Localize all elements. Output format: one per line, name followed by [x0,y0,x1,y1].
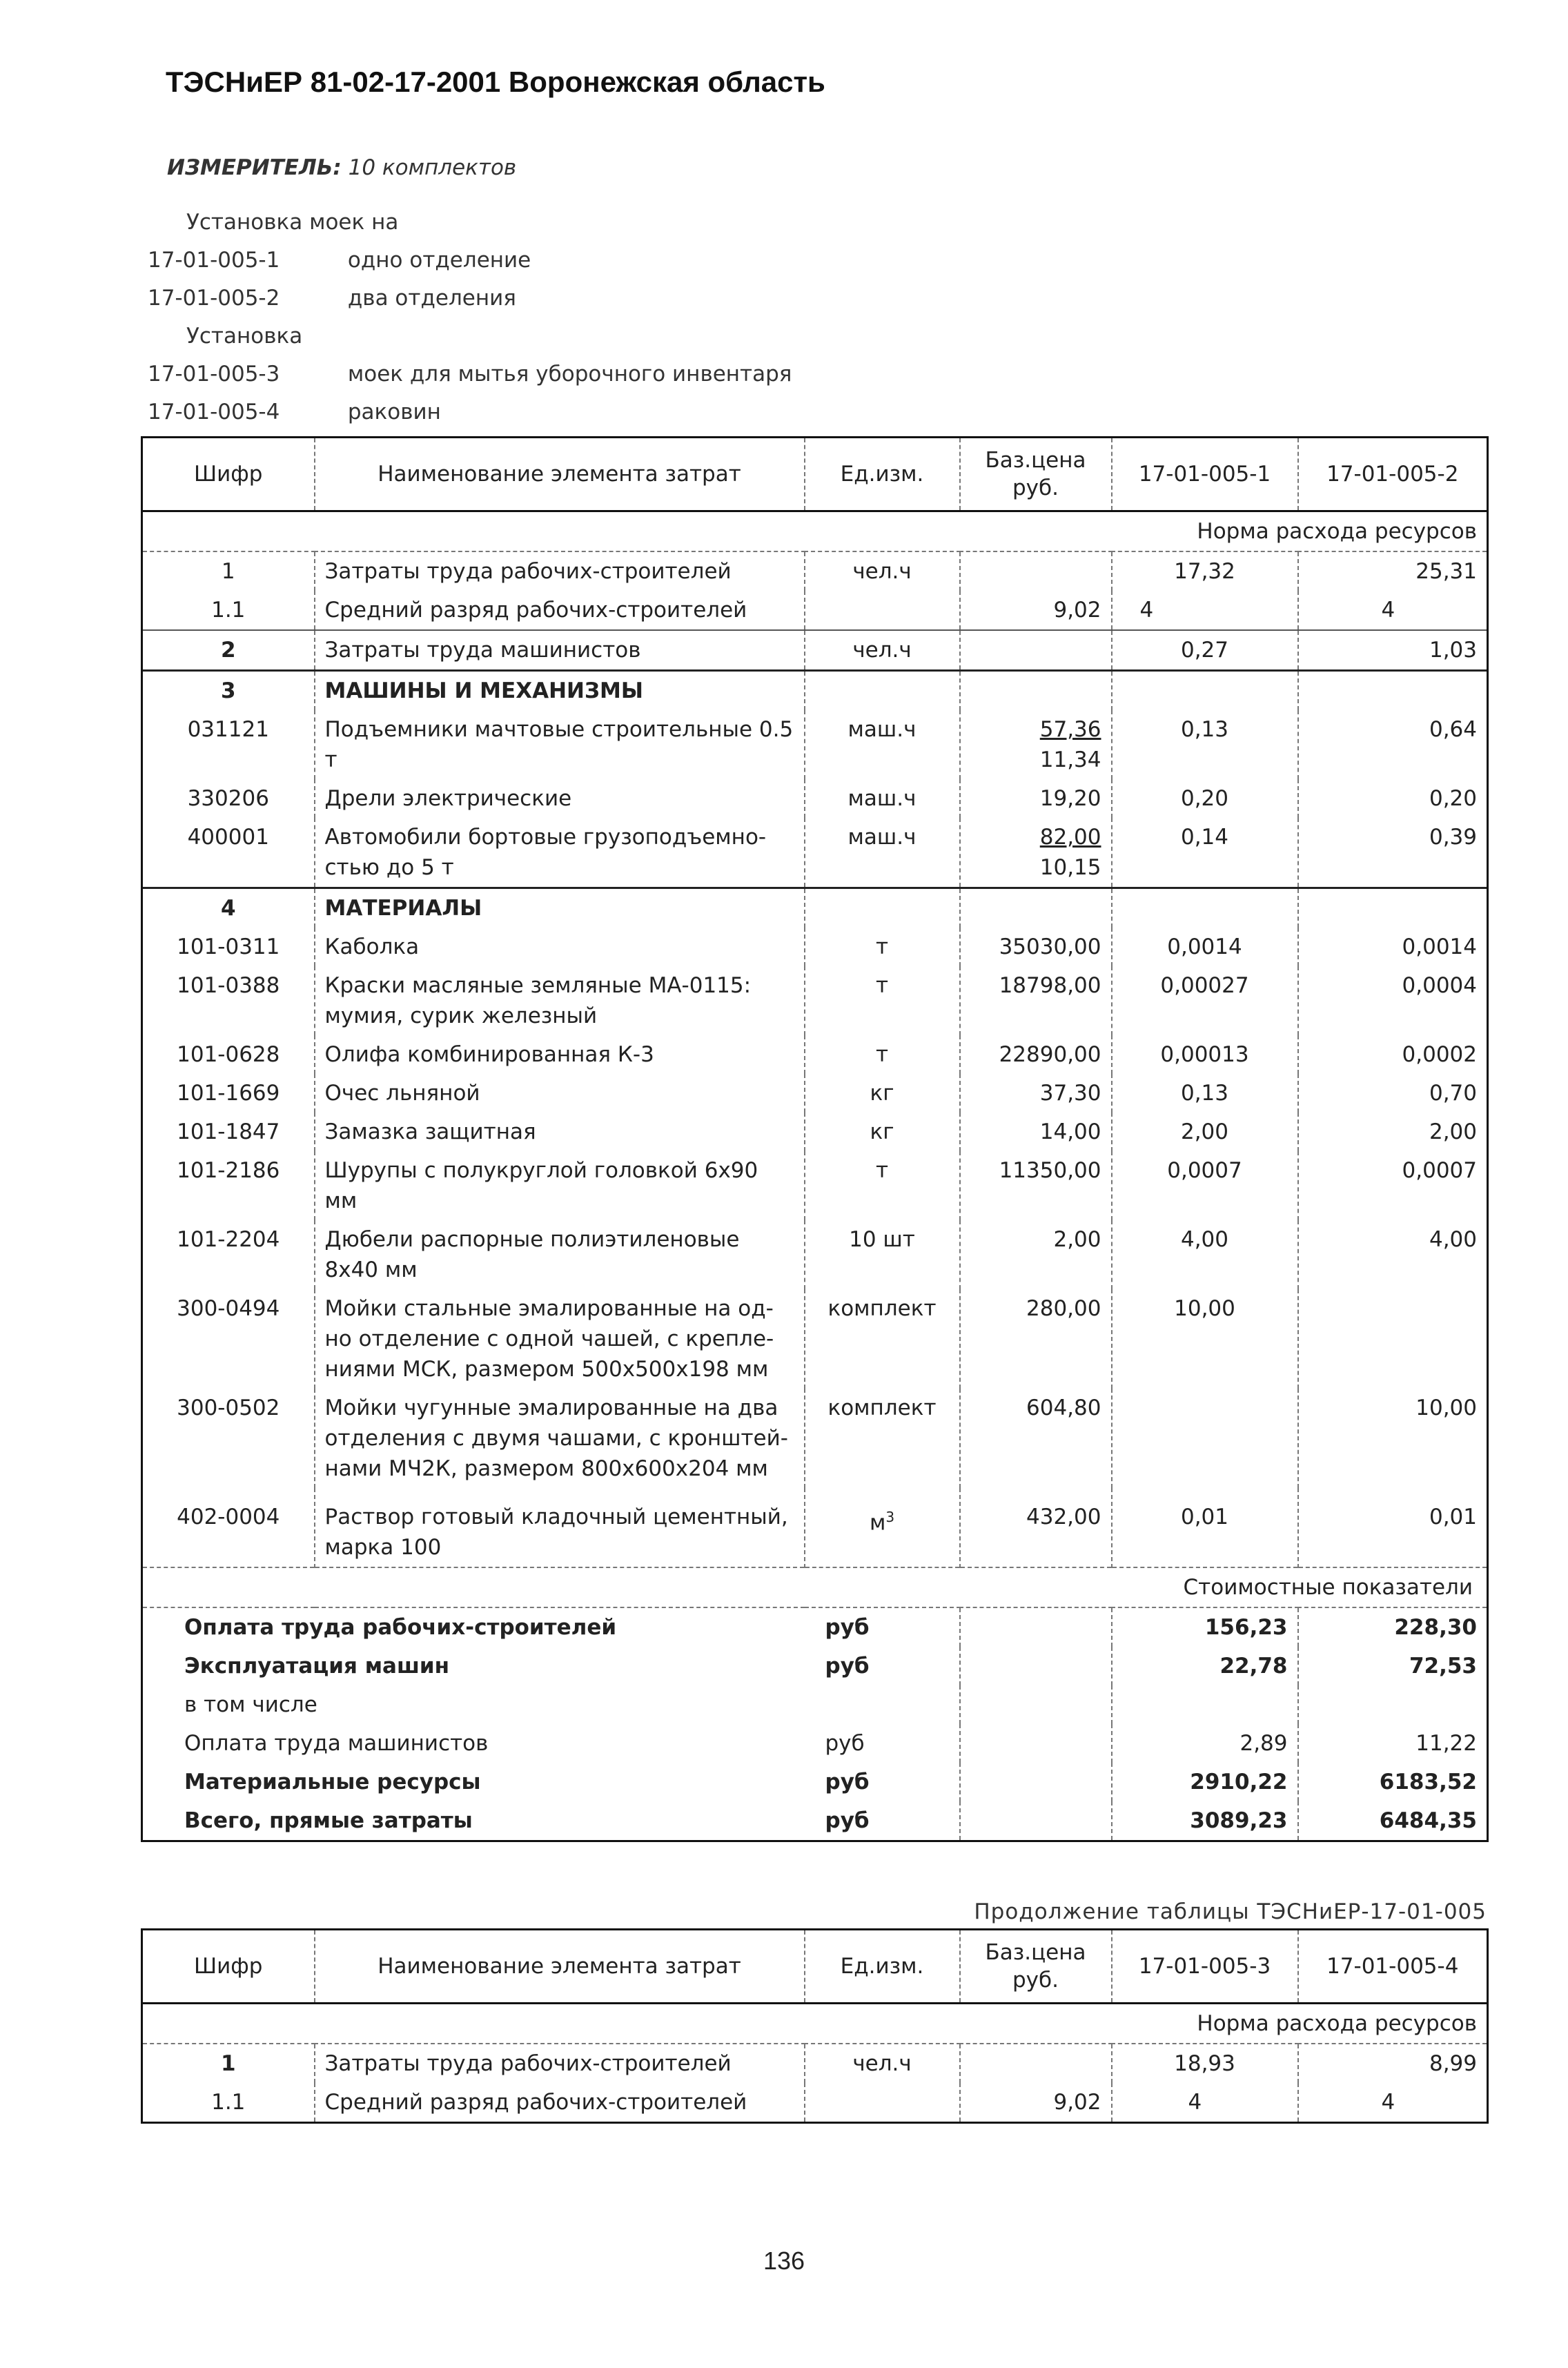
row-code: 300-0502 [142,1389,315,1488]
section-title: МАТЕРИАЛЫ [315,888,805,928]
row-price [960,2044,1112,2083]
table-row [142,1035,1488,1074]
row-value-1: 4 [1112,591,1298,630]
cost-unit: руб [825,1615,870,1640]
row-name: Раствор готовый кладочный цементный, марка 100 [315,1488,805,1567]
cost-row-machines [142,1647,1488,1685]
cost-label: Эксплуатация машин [142,1647,805,1685]
row-value-2: 2,00 [1298,1113,1488,1151]
row-price: 280,00 [960,1289,1112,1389]
table-row [142,1113,1488,1151]
cost-value-1: 22,78 [1112,1647,1298,1685]
intro-item-code: 17-01-005-2 [148,286,280,311]
header-price [960,1930,1112,2004]
table-row [142,1151,1488,1220]
row-value-2: 0,01 [1298,1488,1488,1567]
row-name: Мойки чугунные эмалированные на два отделения с двумя чашами, с кронштей-нами МЧ2К, размером 800x600x204 мм [315,1389,805,1488]
page-number: 136 [763,2247,805,2275]
row-code: 101-1847 [142,1113,315,1151]
row-unit [805,2083,960,2123]
cost-value-1: 2,89 [1112,1724,1298,1763]
table-row [142,1488,1488,1567]
row-value-1: 18,93 [1112,2044,1298,2083]
cost-row-materials [142,1763,1488,1801]
table-row [142,710,1488,779]
row-name: Затраты труда рабочих-строителей [315,551,805,591]
cost-value-2: 228,30 [1298,1607,1488,1647]
intro-item-code: 17-01-005-1 [148,248,280,273]
cost-value-1: 3089,23 [1112,1801,1298,1841]
header-price-line1: Баз.цена [985,1940,1086,1965]
row-value-1: 4 [1112,2083,1298,2123]
intro-line: Установка моек на [186,210,399,235]
cost-value-2: 6484,35 [1298,1801,1488,1841]
cost-label: Материальные ресурсы [142,1763,805,1801]
cost-heading: Стоимостные показатели [142,1567,1488,1607]
row-value-2: 0,64 [1298,710,1488,779]
row-code: 101-0628 [142,1035,315,1074]
cost-value-1: 156,23 [1112,1607,1298,1647]
header-unit: Ед.изм. [805,438,960,511]
row-value-1: 0,13 [1112,710,1298,779]
row-unit: т [805,928,960,966]
row-value-1: 0,14 [1112,818,1298,888]
table-row [142,551,1488,591]
row-price-top: 57,36 [1039,717,1101,742]
intro-item-text: моек для мытья уборочного инвентаря [347,362,792,386]
row-value-1: 0,00013 [1112,1035,1298,1074]
row-name: Затраты труда машинистов [315,630,805,671]
unit-superscript: 3 [885,1509,895,1525]
row-unit: кг [805,1113,960,1151]
row-code: 101-2204 [142,1220,315,1289]
section-title: МАШИНЫ И МЕХАНИЗМЫ [315,671,805,711]
row-code: 1.1 [142,591,315,630]
row-name: Шурупы с полукруглой головкой 6x90 мм [315,1151,805,1220]
header-price [960,438,1112,511]
intro-item-text: два отделения [347,286,516,311]
table-row [142,591,1488,630]
row-unit: комплект [805,1289,960,1389]
section-row-materials [142,888,1488,928]
header-name: Наименование элемента затрат [315,438,805,511]
row-value-1: 0,27 [1112,630,1298,671]
row-value-1: 0,00027 [1112,966,1298,1035]
row-unit: маш.ч [805,710,960,779]
row-unit: комплект [805,1389,960,1488]
row-unit: т [805,1035,960,1074]
row-value-2: 4 [1298,2083,1488,2123]
row-price: 9,02 [960,591,1112,630]
row-unit [805,1488,960,1567]
table-row [142,779,1488,818]
table-row [142,2044,1488,2083]
continuation-title: Продолжение таблицы ТЭСНиЕР-17-01-005 [974,1899,1487,1924]
intro-block [148,155,1114,431]
row-price [960,710,1112,779]
header-col1: 17-01-005-1 [1112,438,1298,511]
row-value-2: 4 [1298,591,1488,630]
intro-item [148,393,1114,431]
table-row [142,928,1488,966]
norms-table [141,436,1489,1842]
header-unit: Ед.изм. [805,1930,960,2004]
row-value-1: 0,20 [1112,779,1298,818]
row-price [960,630,1112,671]
row-code: 101-1669 [142,1074,315,1113]
table-row [142,2083,1488,2123]
table-row [142,1074,1488,1113]
row-name: Средний разряд рабочих-строителей [315,591,805,630]
row-price: 37,30 [960,1074,1112,1113]
row-name: Дрели электрические [315,779,805,818]
intro-item [148,280,1114,317]
row-value-1: 17,32 [1112,551,1298,591]
cost-row-machinists [142,1724,1488,1763]
row-value-1: 0,0007 [1112,1151,1298,1220]
table-header-row [142,438,1488,511]
norm-heading: Норма расхода ресурсов [142,511,1488,552]
row-price: 22890,00 [960,1035,1112,1074]
header-col2: 17-01-005-4 [1298,1930,1488,2004]
row-code: 101-0311 [142,928,315,966]
cost-unit: руб [825,1731,865,1756]
row-code: 101-0388 [142,966,315,1035]
row-name: Затраты труда рабочих-строителей [315,2044,805,2083]
row-price: 35030,00 [960,928,1112,966]
row-price: 14,00 [960,1113,1112,1151]
row-unit: т [805,1151,960,1220]
cost-label: Оплата труда рабочих-строителей [142,1607,805,1647]
cost-unit: руб [805,1801,960,1841]
row-value-1: 4,00 [1112,1220,1298,1289]
header-price-line1: Баз.цена [985,448,1086,473]
section-code: 3 [142,671,315,711]
row-price-bottom: 10,15 [1039,855,1101,880]
row-value-2: 0,0002 [1298,1035,1488,1074]
header-price-line2: руб. [1012,1968,1059,1993]
section-row-machines [142,671,1488,711]
row-unit [805,591,960,630]
cost-value-2: 72,53 [1298,1647,1488,1685]
section-code: 4 [142,888,315,928]
intro-line: Установка [186,324,303,349]
row-name: Дюбели распорные полиэтиленовые 8x40 мм [315,1220,805,1289]
row-value-2: 0,70 [1298,1074,1488,1113]
row-code: 101-2186 [142,1151,315,1220]
row-unit: 10 шт [805,1220,960,1289]
norm-heading-row [142,2004,1488,2044]
row-price: 11350,00 [960,1151,1112,1220]
row-name: Мойки стальные эмалированные на од-но отделение с одной чашей, с крепле-ниями МСК, размером 500x500x198 мм [315,1289,805,1389]
cost-row-labor [142,1607,1488,1647]
cost-row-incl [142,1685,1488,1724]
row-price-top: 82,00 [1039,825,1101,850]
row-code: 1.1 [142,2083,315,2123]
intro-item-text: раковин [347,400,441,424]
row-unit: чел.ч [805,551,960,591]
row-unit: т [805,966,960,1035]
row-price [960,551,1112,591]
row-value-1: 0,01 [1112,1488,1298,1567]
unit-base: м [869,1510,886,1536]
document-title: ТЭСНиЕР 81-02-17-2001 Воронежская область [166,66,825,98]
row-price: 18798,00 [960,966,1112,1035]
row-unit: чел.ч [805,630,960,671]
cost-unit: руб [825,1654,870,1679]
norm-heading-row [142,511,1488,552]
header-price-line2: руб. [1012,476,1059,500]
table-row [142,1389,1488,1488]
cost-row-total [142,1801,1488,1841]
row-name: Очес льняной [315,1074,805,1113]
row-unit: кг [805,1074,960,1113]
cost-value-1: 2910,22 [1112,1763,1298,1801]
header-col2: 17-01-005-2 [1298,438,1488,511]
row-value-2: 0,0007 [1298,1151,1488,1220]
materials-list [142,928,1488,1488]
row-value-2: 0,0014 [1298,928,1488,966]
row-price-bottom: 11,34 [1039,747,1101,772]
row-value-1: 0,0014 [1112,928,1298,966]
measure-label: ИЗМЕРИТЕЛЬ: [167,155,342,180]
row-name: Каболка [315,928,805,966]
row-name: Средний разряд рабочих-строителей [315,2083,805,2123]
row-value-1: 2,00 [1112,1113,1298,1151]
row-value-1: 0,13 [1112,1074,1298,1113]
row-code: 1 [142,551,315,591]
table-row [142,818,1488,888]
row-code: 402-0004 [142,1488,315,1567]
table-row [142,966,1488,1035]
row-value-2: 10,00 [1298,1389,1488,1488]
cost-value-2: 6183,52 [1298,1763,1488,1801]
row-price: 19,20 [960,779,1112,818]
intro-item-text: одно отделение [347,248,531,273]
table-row [142,630,1488,671]
cost-unit: руб [825,1770,870,1794]
row-price: 2,00 [960,1220,1112,1289]
row-code: 2 [142,630,315,671]
table-header-row [142,1930,1488,2004]
row-unit: маш.ч [805,818,960,888]
cost-label: Оплата труда машинистов [142,1724,805,1763]
row-name: Краски масляные земляные МА-0115: мумия, сурик железный [315,966,805,1035]
norm-heading: Норма расхода ресурсов [142,2004,1488,2044]
row-unit: маш.ч [805,779,960,818]
header-code: Шифр [142,438,315,511]
row-value-2: 25,31 [1298,551,1488,591]
header-code: Шифр [142,1930,315,2004]
row-value-2: 0,0004 [1298,966,1488,1035]
cost-label: Всего, прямые затраты [142,1801,805,1841]
row-code: 330206 [142,779,315,818]
row-value-1: 10,00 [1112,1289,1298,1389]
header-col1: 17-01-005-3 [1112,1930,1298,2004]
measure-line [167,155,1114,180]
measure-value: 10 комплектов [348,155,517,180]
intro-item-code: 17-01-005-4 [148,400,280,424]
intro-item [148,355,1114,393]
row-name: Замазка защитная [315,1113,805,1151]
row-code: 300-0494 [142,1289,315,1389]
row-name: Олифа комбинированная К-3 [315,1035,805,1074]
row-name: Подъемники мачтовые строительные 0.5 т [315,710,805,779]
table-row [142,1220,1488,1289]
row-price: 604,80 [960,1389,1112,1488]
row-value-2: 8,99 [1298,2044,1488,2083]
cost-value-2: 11,22 [1298,1724,1488,1763]
row-price: 432,00 [960,1488,1112,1567]
row-price [960,818,1112,888]
table-row [142,1289,1488,1389]
row-value-2 [1298,1289,1488,1389]
row-value-2: 1,03 [1298,630,1488,671]
cost-heading-row [142,1567,1488,1607]
row-name: Автомобили бортовые грузоподъемно-стью до 5 т [315,818,805,888]
row-value-2: 4,00 [1298,1220,1488,1289]
row-code: 1 [142,2044,315,2083]
intro-item-code: 17-01-005-3 [148,362,280,386]
row-value-2: 0,20 [1298,779,1488,818]
continuation-table [141,1928,1489,2124]
header-name: Наименование элемента затрат [315,1930,805,2004]
row-code: 400001 [142,818,315,888]
row-price: 9,02 [960,2083,1112,2123]
row-value-1 [1112,1389,1298,1488]
row-unit: чел.ч [805,2044,960,2083]
row-code: 031121 [142,710,315,779]
intro-item [148,242,1114,280]
cost-label: в том числе [142,1685,805,1724]
row-value-2: 0,39 [1298,818,1488,888]
